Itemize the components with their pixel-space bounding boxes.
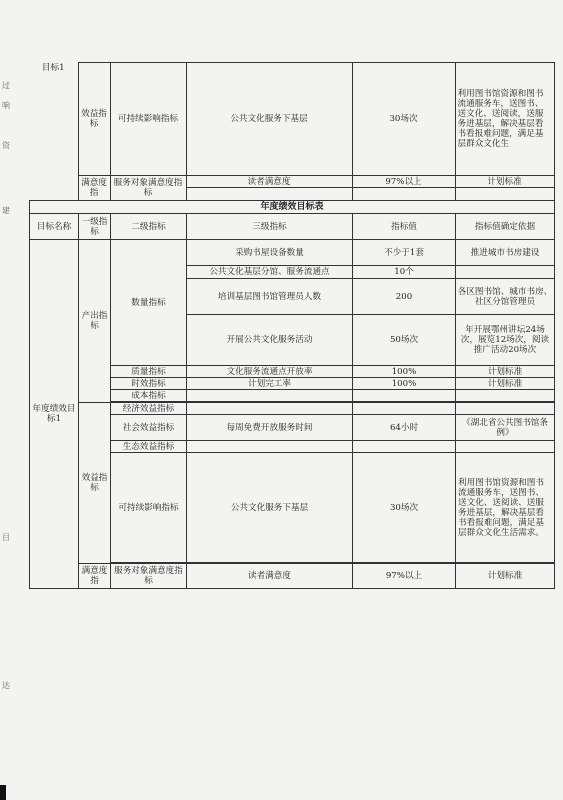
header-level1: 一级指标 [79,214,111,240]
table-cell: 64小时 [353,415,456,441]
sustain-label: 可持续影响指标 [110,63,186,176]
sustain-item: 公共文化服务下基层 [186,63,352,176]
satisfaction-item: 读者满意度 [186,176,352,188]
table-cell: 计划标准 [456,564,555,589]
table-cell: 计划完工率 [187,378,353,390]
satisfaction-label-2: 满意度指 [79,564,111,589]
table-cell: 培训基层图书馆管理员人数 [187,279,353,315]
social-label: 社会效益指标 [111,415,187,441]
effect-label: 效益指标 [78,63,110,176]
sustain-value: 30场次 [352,63,455,176]
satisfaction-value: 97%以上 [352,176,455,188]
goal-label: 目标1 [41,62,65,73]
table-title: 年度绩效目标表 [30,201,555,214]
table-cell: 97%以上 [353,564,456,589]
quantity-label: 数量指标 [111,240,187,366]
time-label: 时效指标 [111,378,187,390]
eco-label: 生态效益指标 [111,441,187,453]
margin-mark: 响 [2,101,10,110]
table-cell: 文化服务流通点开放率 [187,366,353,378]
header-level2: 二级指标 [111,214,187,240]
table-cell: 开展公共文化服务活动 [187,315,353,366]
header-goal-name: 目标名称 [30,214,79,240]
table-cell: 年开展鄂州讲坛24场次，展览12场次，阅读推广活动20场次 [456,315,555,366]
table-cell: 公共文化服务下基层 [187,453,353,563]
table-cell: 读者满意度 [187,564,353,589]
table-cell: 利用图书馆资源和图书流通服务车，送图书、送文化、送阅读、送服务进基层，解决基层看书看报难问题，满足基层群众文化生活需求。 [456,453,555,563]
table-cell: 50场次 [353,315,456,366]
table-cell: 推进城市书房建设 [456,240,555,266]
margin-mark: 资 [2,141,10,150]
sustain-label-2: 可持续影响指标 [111,453,187,563]
table-cell: 100% [353,378,456,390]
margin-mark: 过 [2,81,10,90]
effect-label: 效益指标 [79,403,111,564]
table-cell: 100% [353,366,456,378]
table-cell: 各区图书馆、城市书房、社区分馆管理员 [456,279,555,315]
table-cell: 采购书屋设备数量 [187,240,353,266]
goal-name: 年度绩效目标1 [30,240,79,589]
cost-label: 成本指标 [111,390,187,402]
satisfaction-sub-2: 服务对象满意度指标 [111,564,187,589]
output-label: 产出指标 [79,240,111,403]
table-cell: 计划标准 [456,366,555,378]
satisfaction-basis: 计划标准 [455,176,554,188]
top-table [29,62,555,201]
sustain-basis: 利用图书馆资源和图书流通服务车，送图书、送文化、送阅读，送服务进基层，解决基层看书看报难问题，满足基层群众文化生 [455,63,554,176]
margin-mark: 达 [2,681,10,690]
margin-mark: 建 [2,206,10,215]
margin-mark: 目 [2,533,10,542]
table-cell: 公共文化基层分馆、服务流通点 [187,266,353,279]
table-cell: 不少于1套 [353,240,456,266]
satisfaction-label: 满意度指 [78,176,110,201]
economic-label: 经济效益指标 [111,403,187,415]
header-value: 指标值 [353,214,456,240]
table-cell: 每周免费开放服务时间 [187,415,353,441]
header-level3: 三级指标 [187,214,353,240]
header-basis: 指标值确定依据 [456,214,555,240]
table-cell: 计划标准 [456,378,555,390]
table-cell: 10个 [353,266,456,279]
annual-goal-table [29,200,555,589]
table-cell: 《湖北省公共图书馆条例》 [456,415,555,441]
quality-label: 质量指标 [111,366,187,378]
satisfaction-sub: 服务对象满意度指标 [110,176,186,201]
table-cell: 30场次 [353,453,456,563]
table-cell: 200 [353,279,456,315]
table-cell [456,266,555,279]
scan-edge-mark [0,785,6,800]
